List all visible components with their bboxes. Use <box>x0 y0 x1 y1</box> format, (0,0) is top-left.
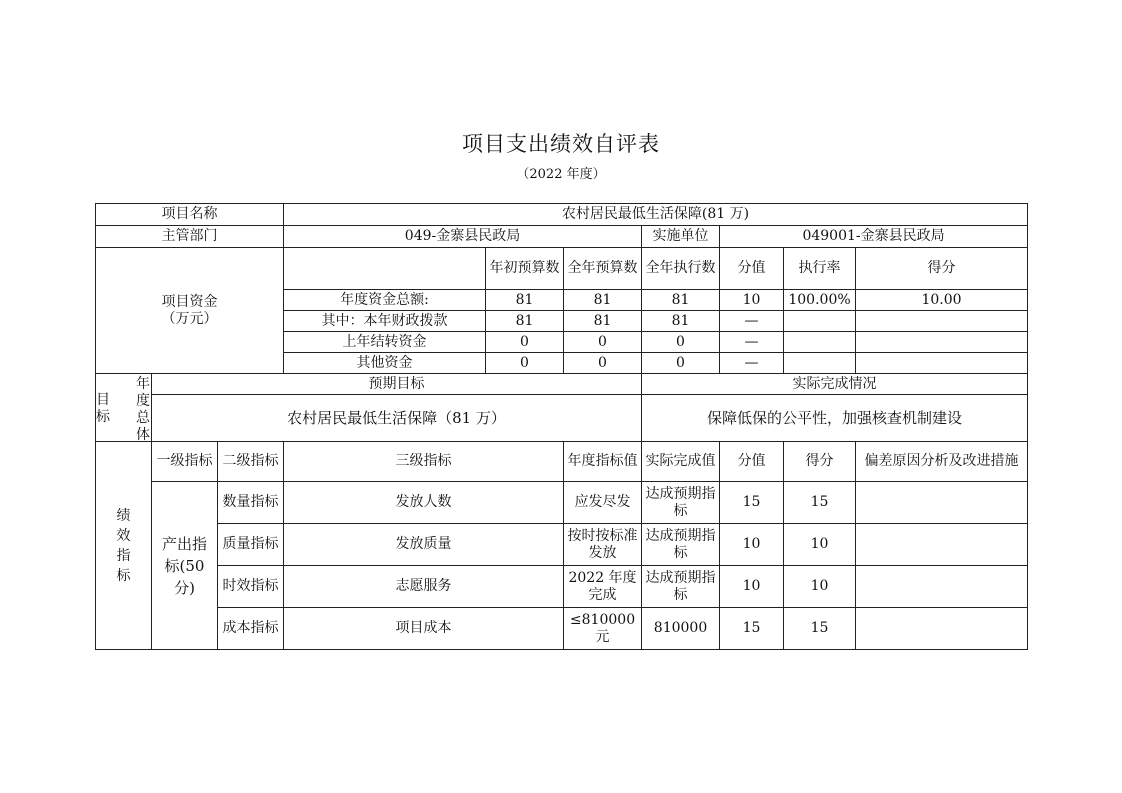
project-name-value: 农村居民最低生活保障(81 万) <box>284 204 1028 226</box>
header-annual-value: 年度指标值 <box>564 442 642 482</box>
goals-label-cell <box>96 374 152 442</box>
page-subtitle: （2022 年度） <box>516 167 606 182</box>
funds-header-initial: 年初预算数 <box>486 248 564 290</box>
indicator-level2: 质量指标 <box>218 524 284 566</box>
funds-label <box>96 248 284 374</box>
actual-goal-header: 实际完成情况 <box>642 374 1028 395</box>
indicator-actual-value: 810000 <box>642 608 720 650</box>
indicator-level3: 志愿服务 <box>284 566 564 608</box>
project-name-label: 项目名称 <box>96 204 284 226</box>
indicator-level3: 发放人数 <box>284 482 564 524</box>
goals-label-a: 目 <box>96 392 110 408</box>
funds-row-rate <box>784 353 856 374</box>
funds-row-initial: 81 <box>486 290 564 311</box>
dept-value: 049-金寨县民政局 <box>284 226 642 248</box>
indicators-section-text: 绩效指标 <box>116 507 131 584</box>
funds-row-annual: 0 <box>564 353 642 374</box>
funds-row-label: 其中：本年财政拨款 <box>284 311 486 332</box>
funds-label-line2: （万元） <box>161 310 218 327</box>
indicator-score-value: 10 <box>720 566 784 608</box>
header-analysis: 偏差原因分析及改进措施 <box>856 442 1028 482</box>
header-level2: 二级指标 <box>218 442 284 482</box>
indicator-row <box>96 524 1028 566</box>
funds-header-score: 得分 <box>856 248 1028 290</box>
indicator-score: 10 <box>784 566 856 608</box>
header-score-value: 分值 <box>720 442 784 482</box>
indicator-analysis <box>856 566 1028 608</box>
department-row <box>96 226 1028 248</box>
impl-label: 实施单位 <box>642 226 720 248</box>
indicator-actual-value: 达成预期指标 <box>642 566 720 608</box>
funds-row-executed: 81 <box>642 311 720 332</box>
goals-year-label: 年度总体 <box>136 376 150 442</box>
funds-header-annual: 全年预算数 <box>564 248 642 290</box>
funds-row-score <box>856 311 1028 332</box>
indicator-annual-value: 按时按标准发放 <box>564 524 642 566</box>
expected-goal-header: 预期目标 <box>152 374 642 395</box>
expected-goal-text: 农村居民最低生活保障（81 万） <box>152 395 642 442</box>
funds-header-blank <box>284 248 486 290</box>
funds-header-rate: 执行率 <box>784 248 856 290</box>
funds-row-score: 10.00 <box>856 290 1028 311</box>
indicator-annual-value: 2022 年度完成 <box>564 566 642 608</box>
indicator-actual-value: 达成预期指标 <box>642 524 720 566</box>
funds-row-rate: 100.00% <box>784 290 856 311</box>
funds-row-initial: 0 <box>486 332 564 353</box>
indicator-level2: 数量指标 <box>218 482 284 524</box>
goals-header-row <box>96 374 1028 395</box>
indicators-section-label <box>96 442 152 650</box>
funds-row-score-value: — <box>720 353 784 374</box>
indicator-level2: 时效指标 <box>218 566 284 608</box>
indicator-row <box>96 566 1028 608</box>
funds-row-score-value: 10 <box>720 290 784 311</box>
funds-row-rate <box>784 311 856 332</box>
impl-value: 049001-金寨县民政局 <box>720 226 1028 248</box>
indicator-level2: 成本指标 <box>218 608 284 650</box>
indicator-level3: 发放质量 <box>284 524 564 566</box>
indicator-analysis <box>856 482 1028 524</box>
funds-row-annual: 81 <box>564 290 642 311</box>
page-title: 项目支出绩效自评表 <box>462 132 660 156</box>
goals-content-row <box>96 395 1028 442</box>
funds-row-score-value: — <box>720 332 784 353</box>
funds-row-annual: 81 <box>564 311 642 332</box>
funds-row-score <box>856 332 1028 353</box>
funds-row-executed: 0 <box>642 353 720 374</box>
funds-row-executed: 81 <box>642 290 720 311</box>
indicator-annual-value: 应发尽发 <box>564 482 642 524</box>
header-level1: 一级指标 <box>152 442 218 482</box>
indicator-analysis <box>856 524 1028 566</box>
indicators-header-row <box>96 442 1028 482</box>
funds-row-label: 其他资金 <box>284 353 486 374</box>
funds-label-line1: 项目资金 <box>161 293 218 310</box>
indicator-level3: 项目成本 <box>284 608 564 650</box>
indicator-actual-value: 达成预期指标 <box>642 482 720 524</box>
funds-row-initial: 0 <box>486 353 564 374</box>
indicator-score: 10 <box>784 524 856 566</box>
actual-goal-text: 保障低保的公平性，加强核查机制建设 <box>642 395 1028 442</box>
header-score: 得分 <box>784 442 856 482</box>
funds-row-initial: 81 <box>486 311 564 332</box>
header-level3: 三级指标 <box>284 442 564 482</box>
evaluation-table <box>95 203 1028 650</box>
funds-row-label: 年度资金总额: <box>284 290 486 311</box>
indicator-annual-value: ≤810000元 <box>564 608 642 650</box>
funds-row-executed: 0 <box>642 332 720 353</box>
header-actual-value: 实际完成值 <box>642 442 720 482</box>
funds-row-annual: 0 <box>564 332 642 353</box>
indicator-score: 15 <box>784 608 856 650</box>
indicator-score-value: 15 <box>720 608 784 650</box>
indicator-row <box>96 482 1028 524</box>
funds-header-executed: 全年执行数 <box>642 248 720 290</box>
goals-label-b: 标 <box>96 409 110 425</box>
funds-row-rate <box>784 332 856 353</box>
funds-header-row <box>96 248 1028 290</box>
level1-output-text: 产出指标(50分) <box>161 534 207 597</box>
level1-output-label <box>152 482 218 650</box>
funds-row-label: 上年结转资金 <box>284 332 486 353</box>
indicator-score-value: 15 <box>720 482 784 524</box>
indicator-score: 15 <box>784 482 856 524</box>
funds-row-score-value: — <box>720 311 784 332</box>
funds-header-score-value: 分值 <box>720 248 784 290</box>
indicator-row <box>96 608 1028 650</box>
funds-row-score <box>856 353 1028 374</box>
dept-label: 主管部门 <box>96 226 284 248</box>
project-name-row <box>96 204 1028 226</box>
indicator-analysis <box>856 608 1028 650</box>
indicator-score-value: 10 <box>720 524 784 566</box>
